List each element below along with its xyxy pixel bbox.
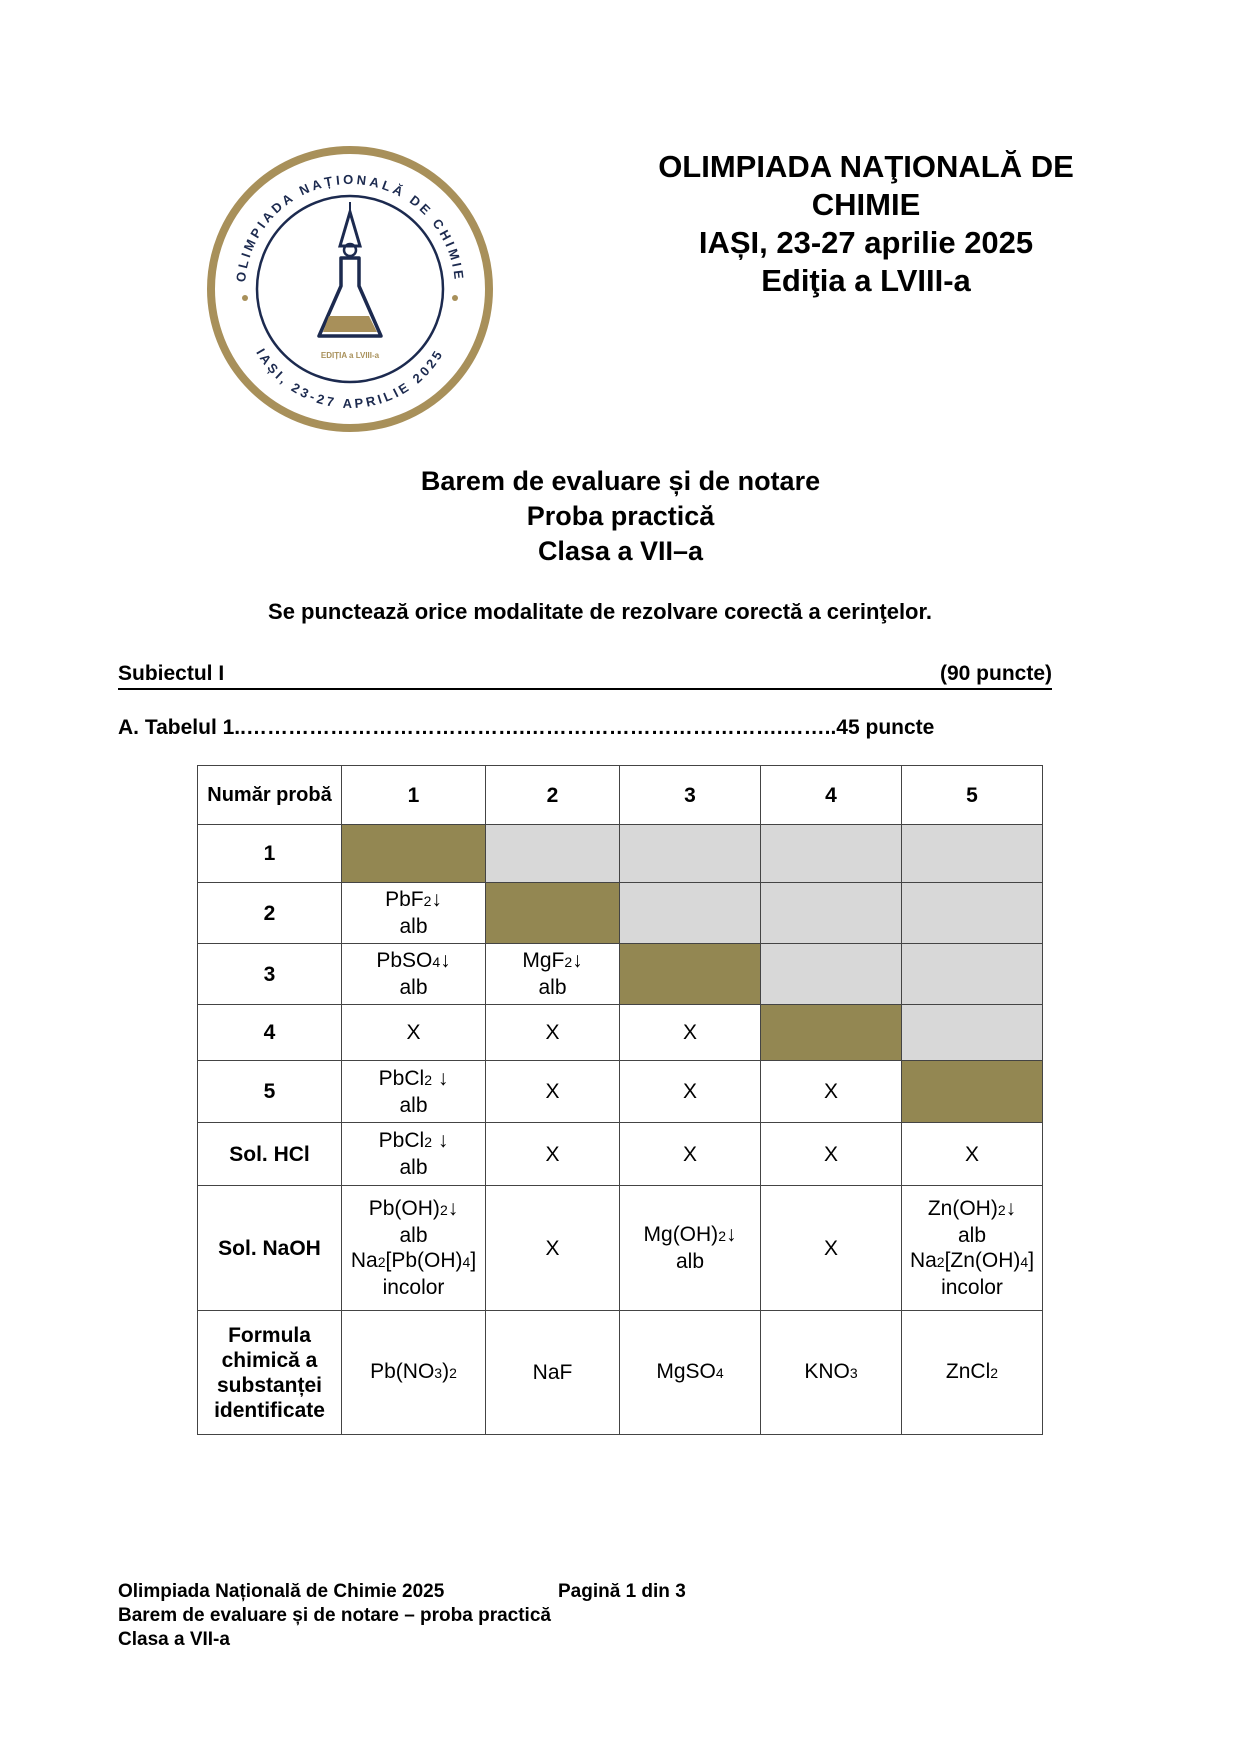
col-header: 4 <box>761 766 902 825</box>
result-cell: X <box>761 1186 902 1311</box>
diagonal-cell <box>902 1061 1043 1123</box>
empty-cell <box>761 825 902 883</box>
result-cell: Zn(OH)2↓ alb Na2[Zn(OH)4] incolor <box>902 1186 1043 1311</box>
result-cell: X <box>902 1123 1043 1186</box>
table-row <box>198 1123 1043 1186</box>
table-row <box>198 1061 1043 1123</box>
heading-line2: Proba practică <box>526 501 715 531</box>
table-row <box>198 1311 1043 1435</box>
table-row <box>198 1005 1043 1061</box>
row-header: 4 <box>198 1005 342 1061</box>
col-header: 3 <box>620 766 761 825</box>
table-row <box>198 883 1043 944</box>
diagonal-cell <box>761 1005 902 1061</box>
footer-line2: Barem de evaluare și de notare – proba practică <box>118 1605 551 1626</box>
result-cell: X <box>761 1123 902 1186</box>
result-cell: X <box>342 1005 486 1061</box>
result-cell: X <box>620 1123 761 1186</box>
footer-line1: Olimpiada Națională de Chimie 2025 <box>118 1581 445 1602</box>
table-header-row <box>198 766 1043 825</box>
result-cell: PbCl2 ↓ alb <box>342 1061 486 1123</box>
event-location-date: IAȘI, 23-27 aprilie 2025 <box>698 225 1034 260</box>
col-header: 2 <box>486 766 620 825</box>
result-cell: X <box>486 1186 620 1311</box>
subject-points: (90 puncte) <box>939 662 1052 685</box>
subject-label: Subiectul I <box>118 662 225 685</box>
empty-cell <box>620 825 761 883</box>
row-header: 3 <box>198 944 342 1005</box>
heading-line3: Clasa a VII–a <box>537 536 704 566</box>
subject-heading <box>118 660 1052 690</box>
result-cell: X <box>486 1123 620 1186</box>
table-row <box>198 1186 1043 1311</box>
empty-cell <box>902 883 1043 944</box>
event-title-line1: OLIMPIADA NAŢIONALĂ DE <box>658 149 1074 184</box>
empty-cell <box>761 883 902 944</box>
logo-edition: EDIȚIA a LVIII-a <box>320 351 380 360</box>
logo-arc-bottom: IAȘI, 23-27 APRILIE 2025 <box>253 345 447 412</box>
empty-cell <box>902 1005 1043 1061</box>
result-cell: PbSO4↓ alb <box>342 944 486 1005</box>
result-cell: Pb(OH)2↓ alb Na2[Pb(OH)4] incolor <box>342 1186 486 1311</box>
result-cell: MgF2↓ alb <box>486 944 620 1005</box>
diagonal-cell <box>342 825 486 883</box>
empty-cell <box>902 944 1043 1005</box>
olympiad-logo <box>207 146 493 432</box>
logo-arc-top: OLIMPIADA NAȚIONALĂ DE CHIMIE <box>233 171 467 283</box>
page-footer <box>118 1580 1018 1652</box>
formula-cell: Pb(NO3)2 <box>342 1311 486 1435</box>
event-edition: Ediţia a LVIII-a <box>761 263 971 298</box>
empty-cell <box>620 883 761 944</box>
row-header: 2 <box>198 883 342 944</box>
formula-cell: MgSO4 <box>620 1311 761 1435</box>
diagonal-cell <box>620 944 761 1005</box>
page-number: Pagină 1 din 3 <box>558 1581 686 1602</box>
result-cell: X <box>761 1061 902 1123</box>
col-header: 1 <box>342 766 486 825</box>
row-header: Sol. NaOH <box>198 1186 342 1311</box>
event-title <box>600 148 1132 300</box>
event-title-line2: CHIMIE <box>811 187 921 222</box>
diagonal-cell <box>486 883 620 944</box>
footer-line3: Clasa a VII-a <box>118 1629 230 1650</box>
result-cell: X <box>620 1005 761 1061</box>
document-heading <box>0 464 1241 569</box>
result-cell: X <box>486 1005 620 1061</box>
col-header: 5 <box>902 766 1043 825</box>
table-row <box>198 944 1043 1005</box>
formula-cell: ZnCl2 <box>902 1311 1043 1435</box>
row-header: Sol. HCl <box>198 1123 342 1186</box>
section-a-heading: A. Tabelul 1..………………………………….……………………………….……..45 puncte <box>118 716 935 739</box>
heading-line1: Barem de evaluare și de notare <box>420 466 821 496</box>
intro-note: Se punctează orice modalitate de rezolvare corectă a cerinţelor. <box>268 599 932 624</box>
row-header: 1 <box>198 825 342 883</box>
result-cell: X <box>486 1061 620 1123</box>
result-cell: PbCl2 ↓ alb <box>342 1123 486 1186</box>
empty-cell <box>902 825 1043 883</box>
empty-cell <box>486 825 620 883</box>
corner-header: Număr probă <box>198 766 342 825</box>
row-header: 5 <box>198 1061 342 1123</box>
table-row <box>198 825 1043 883</box>
results-table <box>197 765 1043 1435</box>
formula-cell: NaF <box>486 1311 620 1435</box>
formula-cell: KNO3 <box>761 1311 902 1435</box>
result-cell: Mg(OH)2↓ alb <box>620 1186 761 1311</box>
row-header: Formula chimică a substanței identificate <box>198 1311 342 1435</box>
result-cell: X <box>620 1061 761 1123</box>
empty-cell <box>761 944 902 1005</box>
result-cell: PbF2↓ alb <box>342 883 486 944</box>
